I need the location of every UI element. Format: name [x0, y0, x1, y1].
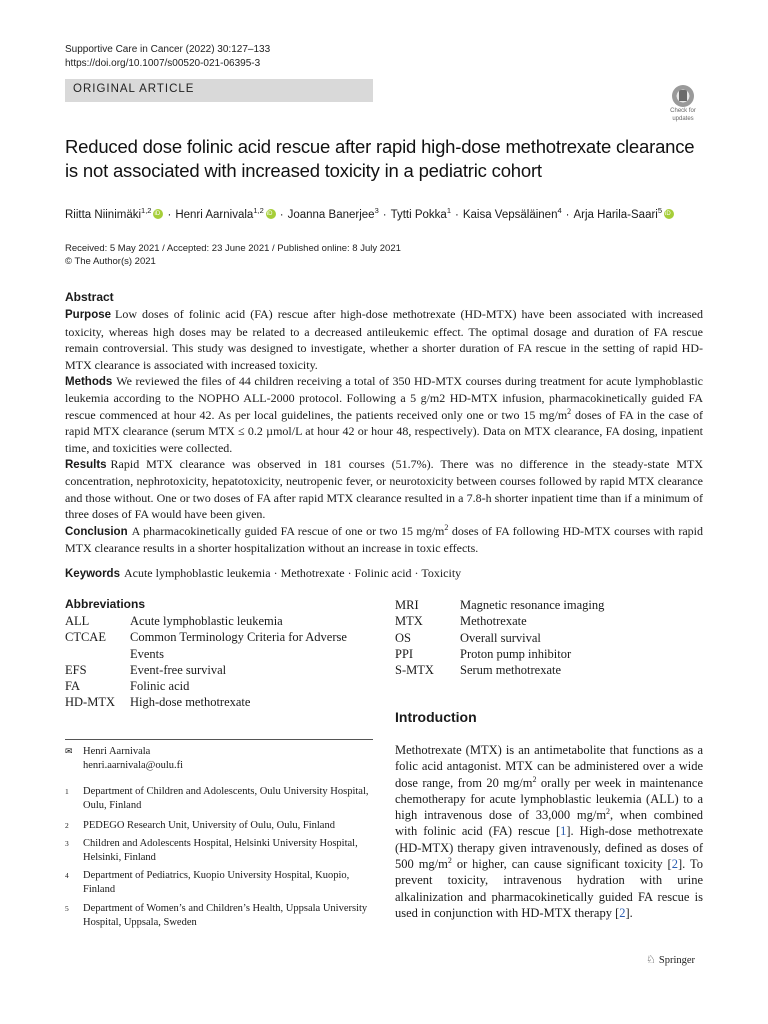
- affiliation-number: 4: [65, 871, 69, 880]
- abstract-heading: Abstract: [65, 290, 114, 304]
- author-name[interactable]: Kaisa Vepsäläinen: [462, 209, 558, 221]
- results-label: Results: [65, 459, 107, 472]
- corresponding-author: Henri Aarnivala: [83, 746, 151, 757]
- abbreviation-row: [65, 678, 365, 694]
- intro-text: ].: [625, 905, 633, 920]
- abbreviation-row: [395, 597, 705, 613]
- author-affiliation-ref: 1: [446, 206, 451, 215]
- abbreviation-term: EFS: [65, 662, 87, 677]
- intro-text: , when combined with folinic acid (FA) rescue [: [395, 808, 703, 839]
- affiliation: [65, 785, 373, 813]
- article-type-banner: ORIGINAL ARTICLE: [65, 79, 373, 102]
- abbreviations-heading: Abbreviations: [65, 597, 146, 611]
- results-text: Rapid MTX clearance was observed in 181 courses (51.7%). There was no difference in the steady-state MTX concentration, nephrotoxicity, hepatotoxicity, neutropenic fever, or neurotoxicity between courses followed by rapid MTX clearance and those without. One or two doses of FA after rapid MTX clearance resulted in a 7.8-h shorter inpatient time than if a minimum of three doses of FA would have been given.: [65, 457, 703, 522]
- abbreviation-definition: Event-free survival: [130, 662, 227, 677]
- superscript: 2: [532, 774, 537, 784]
- affiliation: [65, 902, 373, 930]
- abbreviation-row: [65, 694, 365, 710]
- affiliation-number: 2: [65, 821, 69, 830]
- author-affiliation-ref: 4: [557, 206, 562, 215]
- abstract-results: [65, 456, 703, 523]
- copyright-line: © The Author(s) 2021: [65, 256, 156, 267]
- affiliation: [65, 837, 373, 865]
- affiliation: [65, 869, 373, 897]
- abstract-purpose: [65, 306, 703, 373]
- affiliation-text: Department of Pediatrics, Kuopio University Hospital, Kuopio, Finland: [83, 870, 350, 895]
- abbreviation-row: [395, 613, 705, 629]
- methods-text-a: We reviewed the files of 44 children receiving a total of 350 HD-MTX courses during treatment for acute lymphoblastic leukemia according to the NOPHO ALL-2000 protocol. Following a 5 g/m2 HD-MTX infusion, pharmacokinetically guided FA rescue commenced at hour 42. As per local guidelines, the patients received only one or two 15 mg/m: [65, 374, 703, 422]
- springer-horse-icon: ♘: [646, 953, 656, 966]
- history-dates: Received: 5 May 2021 / Accepted: 23 June 2021 / Published online: 8 July 2021: [65, 243, 401, 254]
- conclusion-label: Conclusion: [65, 525, 128, 538]
- purpose-text: Low doses of folinic acid (FA) rescue after high-dose methotrexate (HD-MTX) have been associated with increased toxicity, whereas high doses may be related to a decreased antileukemic effect. The optimal dosage and duration of FA rescue remain controversial. This study was designed to investigate, whether a shorter duration of FA rescue in the setting of rapid HD-MTX clearance is associated with increased toxicity.: [65, 307, 703, 372]
- abbreviation-definition: Common Terminology Criteria for Adverse Events: [130, 630, 347, 661]
- abbreviation-term: ALL: [65, 614, 90, 628]
- affiliation-text: Department of Women’s and Children’s Health, Uppsala University Hospital, Uppsala, Sweden: [83, 903, 368, 928]
- abbreviation-definition: Overall survival: [460, 630, 541, 645]
- conclusion-text-a: A pharmacokinetically guided FA rescue of one or two 15 mg/m: [131, 523, 445, 538]
- orcid-icon[interactable]: [153, 209, 163, 219]
- abbreviation-term: MRI: [395, 598, 419, 612]
- abbreviation-row: [395, 630, 705, 646]
- doi-link[interactable]: https://doi.org/10.1007/s00520-021-06395-3: [65, 58, 261, 69]
- abbreviation-term: PPI: [395, 646, 414, 661]
- methods-label: Methods: [65, 376, 113, 389]
- abstract-conclusion: [65, 523, 703, 557]
- abbreviation-term: CTCAE: [65, 630, 106, 645]
- publication-dates: [65, 242, 401, 268]
- abbreviation-row: [65, 662, 365, 678]
- conclusion-text-b: doses of FA following HD-MTX courses with rapid MTX clearance results in a shorter hospitalization without an increase in toxic effects.: [65, 523, 703, 556]
- abbreviation-term: S-MTX: [395, 663, 434, 678]
- author-name[interactable]: Riitta Niinimäki: [65, 209, 142, 221]
- abbreviations-list-right: [395, 597, 705, 678]
- intro-text: or higher, can cause significant toxicity [: [451, 857, 672, 872]
- corresponding-email[interactable]: henri.aarnivala@oulu.fi: [83, 760, 184, 771]
- orcid-icon[interactable]: [266, 209, 276, 219]
- abbreviations-list-left: [65, 613, 365, 711]
- abbreviation-term: MTX: [395, 614, 423, 629]
- abbreviation-row: [395, 646, 705, 662]
- abbreviation-term: OS: [395, 630, 411, 645]
- keywords-label: Keywords: [65, 568, 120, 580]
- journal-line: Supportive Care in Cancer (2022) 30:127–133: [65, 44, 271, 55]
- introduction-body: [395, 742, 703, 921]
- methods-text-b: doses of FA in the case of rapid MTX clearance (serum MTX ≤ 0.2 µmol/L at hour 42 or hour 48, respectively). Data on MTX clearance, FA dosing, inpatient time, and toxicities were collected.: [65, 407, 703, 455]
- abbreviation-definition: Methotrexate: [460, 614, 527, 629]
- abbreviation-row: [65, 613, 365, 629]
- author-name[interactable]: Henri Aarnivala: [175, 209, 254, 221]
- publisher-logo: [646, 953, 695, 966]
- abbreviation-definition: Serum methotrexate: [460, 663, 562, 678]
- abbreviation-definition: Folinic acid: [130, 679, 190, 694]
- abbreviation-definition: High-dose methotrexate: [130, 695, 251, 710]
- author-name[interactable]: Arja Harila-Saari: [573, 209, 658, 221]
- keywords-text: Acute lymphoblastic leukemia · Methotrexate · Folinic acid · Toxicity: [123, 566, 462, 580]
- affiliation-text: Children and Adolescents Hospital, Helsinki University Hospital, Helsinki, Finland: [83, 838, 358, 863]
- check-for-updates-label-1: Check for: [670, 108, 696, 114]
- article-title: Reduced dose folinic acid rescue after rapid high-dose methotrexate clearance is not associated with increased toxicity in a pediatric cohort: [65, 136, 695, 181]
- introduction-heading: Introduction: [395, 709, 477, 725]
- publisher-name: Springer: [658, 955, 696, 966]
- affiliation-number: 3: [65, 839, 69, 848]
- abstract: [65, 289, 703, 557]
- citation-link[interactable]: 2: [671, 857, 678, 872]
- intro-text: orally per week in maintenance chemotherapy for acute lymphoblastic leukemia (ALL) to a high intravenous dose of 33,000 mg/m: [395, 775, 704, 823]
- check-for-updates-label-2: updates: [672, 116, 694, 122]
- affiliation: [65, 819, 373, 833]
- affiliation-number: 1: [65, 787, 69, 796]
- intro-text: Methotrexate (MTX) is an antimetabolite that functions as a folic acid antagonist. MTX can be administered over a wide dose range, from 20 mg/m: [395, 743, 703, 790]
- citation-link[interactable]: 2: [619, 905, 626, 920]
- intro-text: ]. High-dose methotrexate (HD-MTX) therapy given intravenously, defined as doses of 500 mg/m: [395, 824, 703, 872]
- journal-citation: [65, 43, 270, 71]
- abbreviation-definition: Proton pump inhibitor: [460, 646, 572, 661]
- affiliation-number: 5: [65, 904, 69, 913]
- abbreviation-row: [395, 662, 705, 678]
- check-for-updates-button[interactable]: [663, 85, 703, 123]
- correspondence: [65, 745, 373, 773]
- author-affiliation-ref: 3: [374, 206, 379, 215]
- author-affiliation-ref: 1,2: [141, 206, 152, 215]
- superscript: 2: [567, 406, 572, 416]
- citation-link[interactable]: 1: [560, 824, 567, 839]
- intro-text: ]. To prevent toxicity, intravenous hydration with urine alkalinization and pharmacokinetically guided FA rescue is used in conjunction with HD-MTX therapy [: [395, 857, 703, 920]
- check-for-updates-icon: [672, 85, 694, 107]
- abbreviation-definition: Magnetic resonance imaging: [460, 598, 605, 612]
- superscript: 2: [444, 522, 449, 532]
- abbreviation-row: [65, 629, 365, 662]
- abbreviation-term: FA: [65, 679, 81, 694]
- author-name[interactable]: Tytti Pokka: [390, 209, 447, 221]
- author-list: Riitta Niinimäki$^{1,2}$iD · Henri Aarnivala$^{1,2}$iD · Joanna Banerjee$^3$ · Tytti Pokka$^1$ · Kaisa Vepsäläinen$^4$ · Arja Harila-Saari$^5$iD: [65, 203, 715, 223]
- superscript: 2: [606, 807, 611, 817]
- abbreviation-term: HD-MTX: [65, 695, 115, 710]
- keywords: [65, 565, 705, 582]
- affiliation-text: Department of Children and Adolescents, Oulu University Hospital, Oulu, Finland: [83, 786, 369, 811]
- author-affiliation-ref: 1,2: [253, 206, 264, 215]
- orcid-icon[interactable]: [664, 209, 674, 219]
- superscript: 2: [447, 856, 452, 866]
- author-affiliation-ref: 5: [657, 206, 663, 215]
- author-name[interactable]: Joanna Banerjee: [287, 209, 375, 221]
- envelope-icon: ✉: [65, 747, 73, 757]
- abbreviation-definition: Acute lymphoblastic leukemia: [130, 614, 283, 628]
- abstract-methods: [65, 373, 703, 456]
- footnote-divider: [65, 739, 373, 740]
- purpose-label: Purpose: [65, 309, 112, 322]
- affiliation-text: PEDEGO Research Unit, University of Oulu, Oulu, Finland: [83, 820, 335, 831]
